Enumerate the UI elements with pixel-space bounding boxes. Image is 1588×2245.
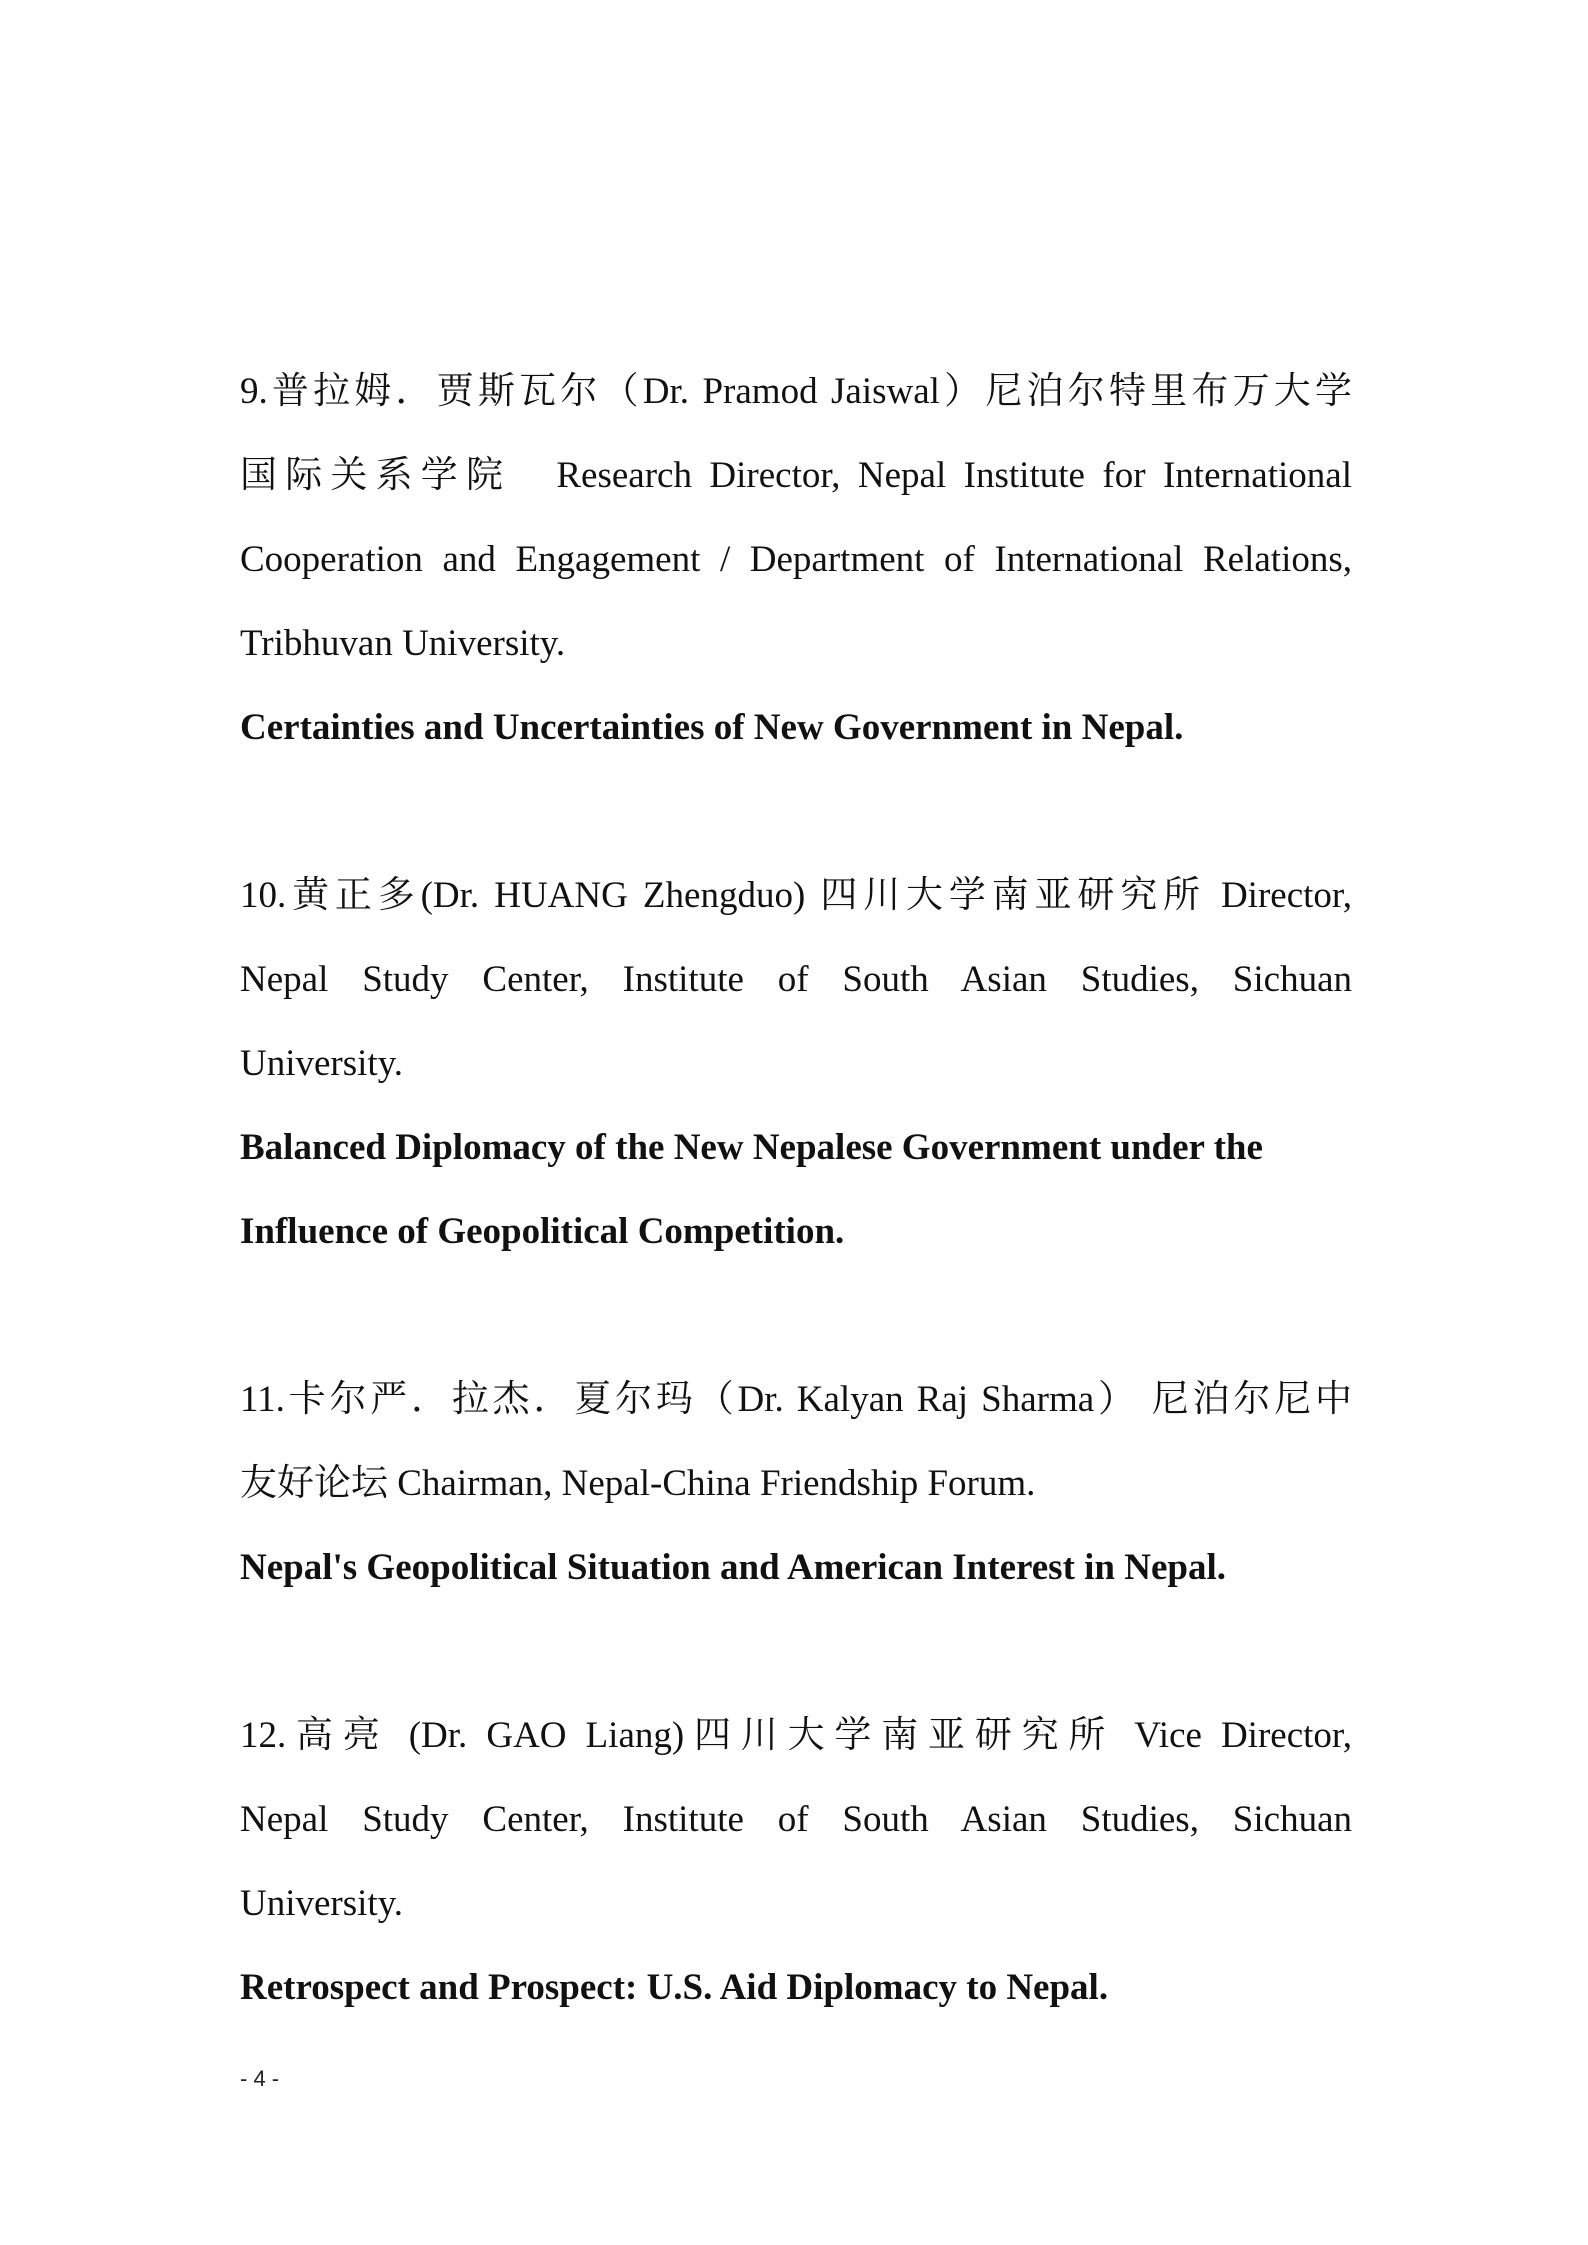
speaker-line: University. (240, 1043, 404, 1084)
talk-title: Retrospect and Prospect: U.S. Aid Diplomacy to Nepal. (240, 1967, 1109, 2008)
document-body (240, 350, 1352, 2114)
speaker-line: 11.卡尔严．拉杰．夏尔玛（Dr. Kalyan Raj Sharma） 尼泊尔尼中 (240, 1379, 1352, 1420)
speaker-line: 10.黄正多(Dr. HUANG Zhengduo) 四川大学南亚研究所 Director, (240, 875, 1352, 916)
talk-title: Certainties and Uncertainties of New Government in Nepal. (240, 707, 1184, 748)
speaker-entry-11 (240, 1358, 1352, 1610)
speaker-line: Cooperation and Engagement / Department of International Relations, (240, 539, 1352, 580)
speaker-entry-10 (240, 854, 1352, 1274)
speaker-line: 友好论坛 Chairman, Nepal-China Friendship Forum. (240, 1463, 1036, 1504)
speaker-line: 国际关系学院 Research Director, Nepal Institute for International (240, 455, 1352, 496)
speaker-line: 12.高亮 (Dr. GAO Liang)四川大学南亚研究所 Vice Director, (240, 1715, 1352, 1756)
speaker-entry-9 (240, 350, 1352, 770)
speaker-entry-12 (240, 1694, 1352, 2030)
speaker-line: Nepal Study Center, Institute of South Asian Studies, Sichuan (240, 959, 1352, 1000)
speaker-line: 9.普拉姆．贾斯瓦尔（Dr. Pramod Jaiswal）尼泊尔特里布万大学 (240, 371, 1352, 412)
page-number: - 4 - (240, 2066, 280, 2091)
speaker-line: Nepal Study Center, Institute of South Asian Studies, Sichuan (240, 1799, 1352, 1840)
talk-title: Influence of Geopolitical Competition. (240, 1211, 845, 1252)
talk-title: Nepal's Geopolitical Situation and American Interest in Nepal. (240, 1547, 1227, 1588)
speaker-line: University. (240, 1883, 404, 1924)
speaker-line: Tribhuvan University. (240, 623, 566, 664)
talk-title: Balanced Diplomacy of the New Nepalese Government under the (240, 1127, 1263, 1168)
